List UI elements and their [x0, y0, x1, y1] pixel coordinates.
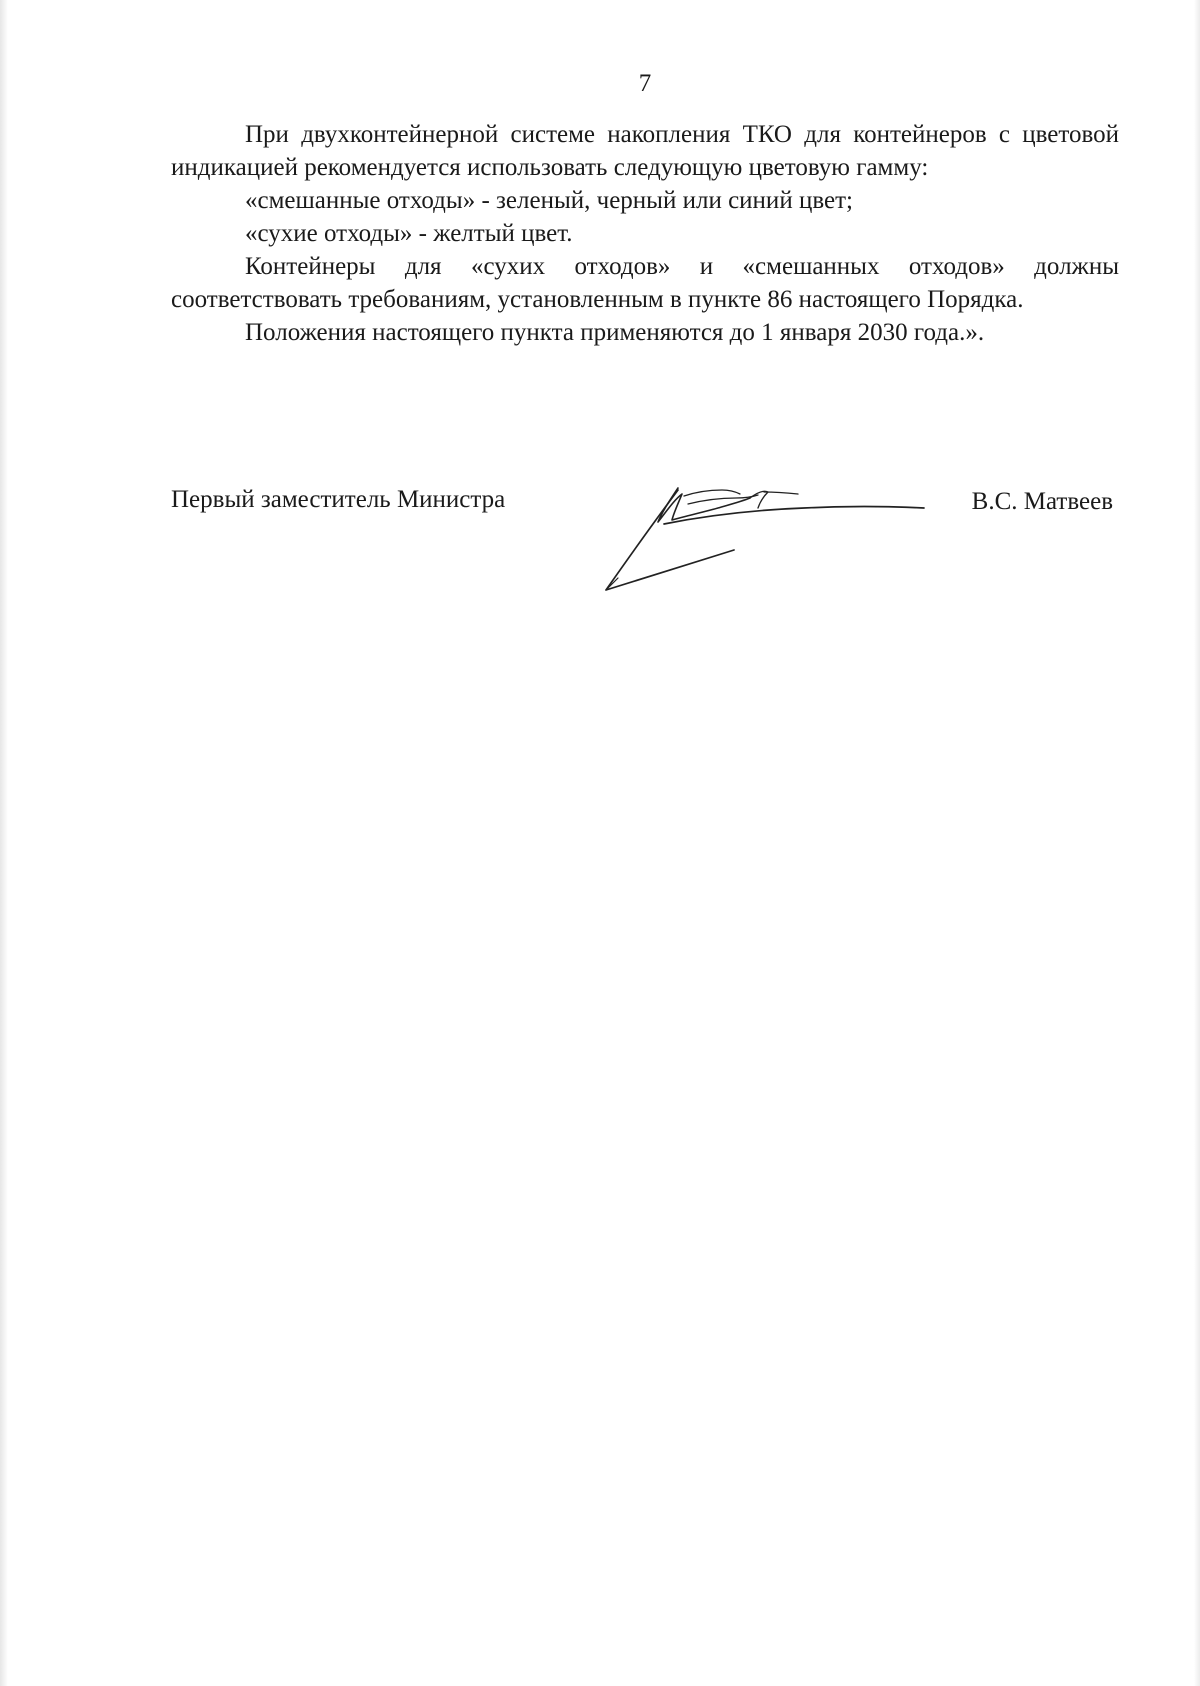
paragraph-validity: Положения настоящего пункта применяются до 1 января 2030 года.».: [245, 319, 985, 346]
scan-edge-right: [1194, 0, 1200, 1686]
handwritten-signature-icon: [604, 478, 944, 602]
paragraph-dry-waste: «сухие отходы» - желтый цвет.: [245, 220, 573, 247]
signer-name: В.С. Матвеев: [971, 488, 1113, 515]
scan-edge-left: [0, 0, 8, 1686]
signer-title: Первый заместитель Министра: [171, 486, 506, 513]
paragraph-container-requirements: Контейнеры для «сухих отходов» и «смешанных отходов» должны соответствовать требованиям, установленным в пункте 86 настоящего Порядка.: [171, 253, 1119, 313]
document-body: [171, 118, 1119, 349]
signature-block: [171, 486, 1119, 606]
paragraph-color-scheme: При двухконтейнерной системе накопления ТКО для контейнеров с цветовой индикацией рекомендуется использовать следующую цветовую гамму:: [171, 121, 1119, 181]
page-number: 7: [638, 70, 652, 97]
paragraph-mixed-waste: «смешанные отходы» - зеленый, черный или синий цвет;: [245, 187, 853, 214]
